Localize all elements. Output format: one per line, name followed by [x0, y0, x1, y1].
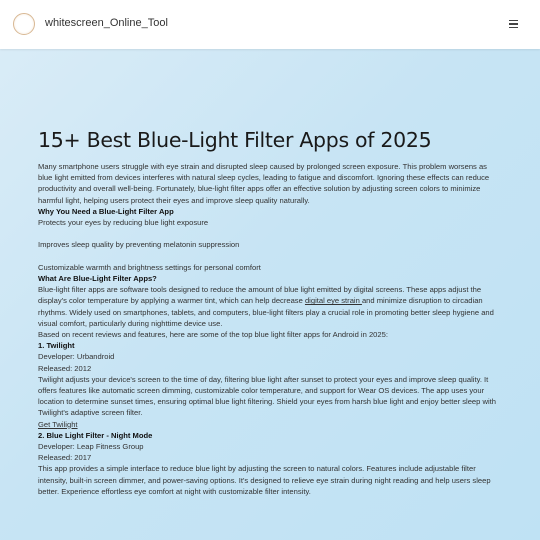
app-description: Twilight adjusts your device's screen to the time of day, filtering blue light after sunset to protect your eyes and improve sleep quality. It offers features like automatic screen dimming, customizable color temperature, and support for Wear OS devices. The app uses your location to determine sunset times, ensuring optimal blue light filtering. Shield your eyes from harsh blue light and enjoy better sleep with Twilight's adaptive screen filter.	[38, 374, 496, 418]
app-released: Released: 2017	[38, 453, 92, 463]
get-twilight-link[interactable]: Get Twilight	[38, 419, 78, 429]
what-text-before: Blue-light filter apps are software tools designed to reduce the amount of blue light emitted by digital screens. These apps adjust the display's color temperature by applying a warmer tint, which can help decrease	[38, 285, 482, 306]
article	[38, 128, 502, 497]
app-released: Released: 2012	[38, 363, 92, 373]
site-header	[0, 0, 540, 49]
list-intro: Based on recent reviews and features, here are some of the top blue light filter apps for Android in 2025:	[38, 330, 388, 340]
page-title: 15+ Best Blue-Light Filter Apps of 2025	[38, 128, 432, 152]
spacer	[38, 228, 502, 239]
app-developer: Developer: Urbandroid	[38, 352, 115, 362]
digital-eye-strain-link[interactable]: digital eye strain	[304, 296, 362, 306]
menu-bar	[509, 20, 518, 21]
why-item: Customizable warmth and brightness settings for personal comfort	[38, 262, 261, 272]
menu-bar	[509, 27, 518, 28]
app-name: 2. Blue Light Filter - Night Mode	[38, 430, 153, 440]
app-developer: Developer: Leap Fitness Group	[38, 442, 144, 452]
what-heading: What Are Blue-Light Filter Apps?	[38, 274, 157, 283]
app-description: This app provides a simple interface to reduce blue light by adjusting the screen to natural colors. Features include adjustable filter intensity, built-in screen dimmer, and power-saving options. It's designed to relieve eye strain during night reading and help users sleep better. Experience effortless eye comfort at night with customizable filter intensity.	[38, 464, 491, 496]
intro-paragraph: Many smartphone users struggle with eye strain and disrupted sleep caused by prolonged screen exposure. This problem worsens as blue light emitted from devices interferes with natural sleep cycles, leading to fatigue and discomfort. Ignoring these effects can reduce productivity and overall well-being. Fortunately, blue-light filter apps offer an effective solution by adjusting screen colors to minimize harmful light, helping users protect their eyes and improve sleep quality naturally.	[38, 162, 490, 205]
why-heading: Why You Need a Blue-Light Filter App	[38, 206, 174, 216]
circle-logo-icon[interactable]	[13, 13, 35, 35]
spacer	[38, 251, 502, 262]
what-text-after: and minimize disruption to circadian rhythms. Widely used on smartphones, tablets, and computers, blue-light filters play a crucial role in promoting better sleep hygiene and visual comfort, particularly during nighttime device use.	[38, 296, 494, 328]
what-paragraph	[38, 284, 502, 329]
app-name: 1. Twilight	[38, 341, 75, 351]
site-title[interactable]: whitescreen_Online_Tool	[45, 17, 168, 29]
menu-bar	[509, 23, 518, 24]
why-item: Improves sleep quality by preventing melatonin suppression	[38, 240, 240, 250]
hamburger-menu-icon[interactable]	[509, 20, 518, 28]
why-item: Protects your eyes by reducing blue light exposure	[38, 218, 209, 228]
